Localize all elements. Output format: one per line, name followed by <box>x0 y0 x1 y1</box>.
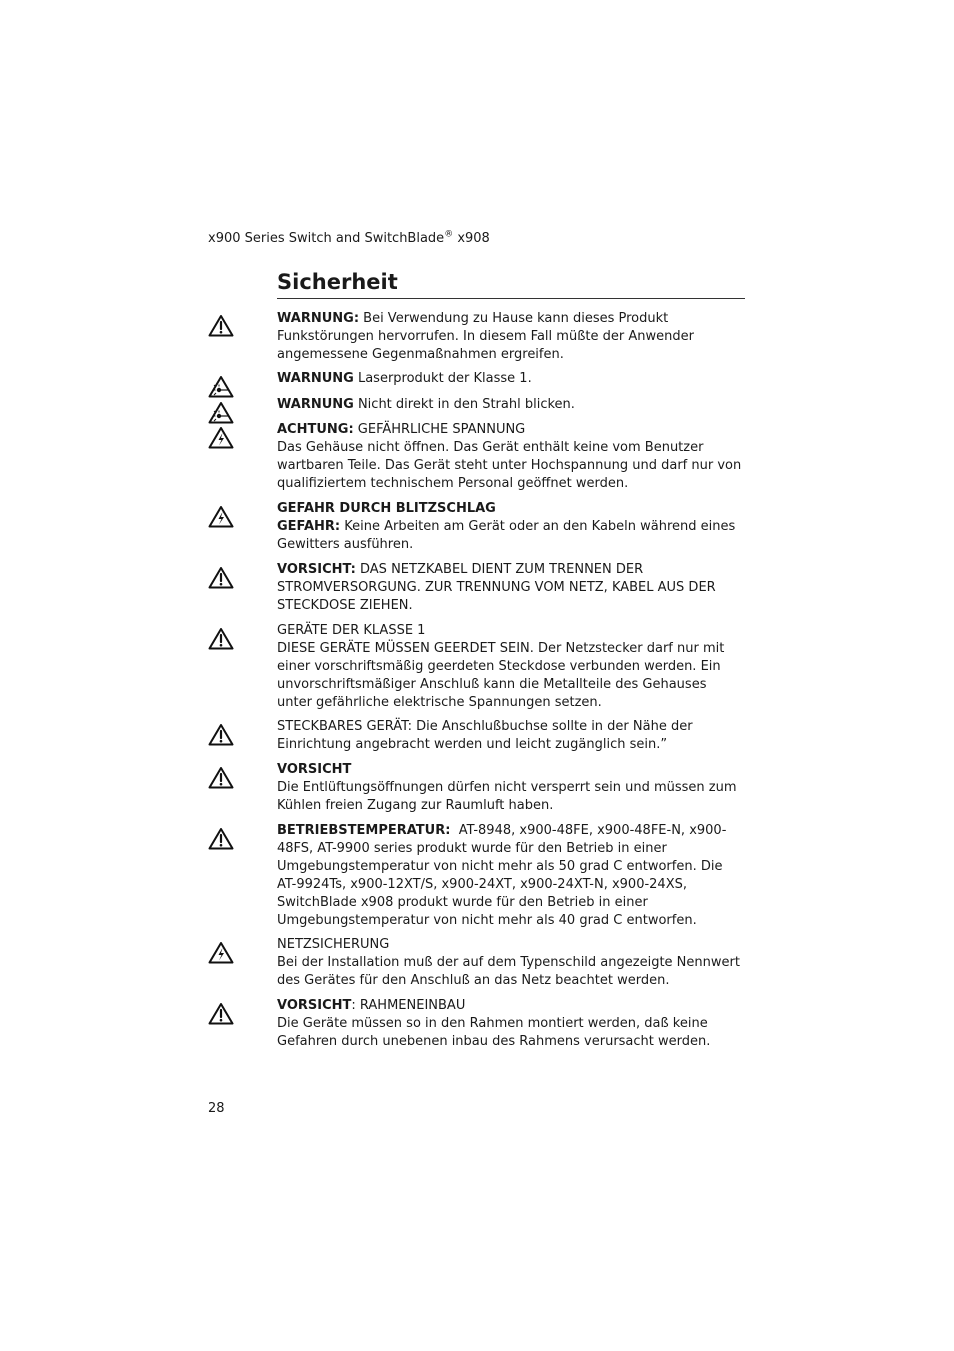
safety-entry-class1-devices: GERÄTE DER KLASSE 1 DIESE GERÄTE MÜSSEN GEERDET SEIN. Der Netzstecker darf nur mit einer vorschriftsmäßig geerdeten Steckdose verbunden werden. Ein unvorschriftsmäßiger Anschluß kann die Metallteile des Gehauses unter gefährliche elektrische Spannungen setzen. <box>277 623 725 710</box>
safety-entry-operating-temperature: BETRIEBSTEMPERATUR: AT-8948, x900-48FE, x900-48FE-N, x900-48FS, AT-9900 series produkt wurde für den Betrieb in einer Umgebungstemperatur von nicht mehr als 50 grad C entworfen. Die AT-9924Ts, x900-12XT/S, x900-24XT, x900-24XT-N, x900-24XS, SwitchBlade x908 produkt wurde für den Betrieb in einer Umgebungstemperatur von nicht mehr als 40 grad C entworfen. <box>277 823 727 928</box>
safety-entry-pluggable-device: STECKBARES GERÄT: Die Anschlußbuchse sollte in der Nähe der Einrichtung angebracht werden und leicht zugänglich sein.” <box>277 719 693 752</box>
electric-hazard-icon <box>208 426 234 449</box>
laser-warning-icon <box>208 401 234 424</box>
laser-warning-icon <box>208 375 234 398</box>
warning-triangle-icon <box>208 566 234 589</box>
safety-entry-dangerous-voltage: ACHTUNG: GEFÄHRLICHE SPANNUNG Das Gehäuse nicht öffnen. Das Gerät enthält keine vom Benutzer wartbaren Teile. Das Gerät steht unter Hochspannung und darf nur von qualifiziertem technischem Personal geöffnet werden. <box>277 422 742 491</box>
warning-triangle-icon <box>208 827 234 850</box>
safety-entry-rack-mounting: VORSICHT: RAHMENEINBAU Die Geräte müssen so in den Rahmen montiert werden, daß keine Gefahren durch unebenen inbau des Rahmens verursacht werden. <box>277 998 711 1049</box>
safety-entry-laser-class: WARNUNG Laserprodukt der Klasse 1. <box>277 371 532 386</box>
safety-entry-lightning: GEFAHR DURCH BLITZSCHLAG GEFAHR: Keine Arbeiten am Gerät oder an den Kabeln während eines Gewitters ausführen. <box>277 501 736 552</box>
warning-triangle-icon <box>208 314 234 337</box>
safety-entry-power-cord: VORSICHT: DAS NETZKABEL DIENT ZUM TRENNEN DER STROMVERSORGUNG. ZUR TRENNUNG VOM NETZ, KABEL AUS DER STECKDOSE ZIEHEN. <box>277 562 716 613</box>
warning-triangle-icon <box>208 766 234 789</box>
safety-entry-mains-fuse: NETZSICHERUNG Bei der Installation muß der auf dem Typenschild angezeigte Nennwert des Gerätes für den Anschluß an das Netz beachtet werden. <box>277 937 740 988</box>
safety-entry-laser-beam: WARNUNG Nicht direkt in den Strahl blicken. <box>277 397 575 412</box>
running-header: x900 Series Switch and SwitchBlade® x908 <box>208 229 490 246</box>
warning-triangle-icon <box>208 1002 234 1025</box>
page-title: Sicherheit <box>277 270 745 299</box>
warning-triangle-icon <box>208 627 234 650</box>
page-number: 28 <box>208 1101 225 1116</box>
safety-entry-radio-interference: WARNUNG: Bei Verwendung zu Hause kann dieses Produkt Funkstörungen hervorrufen. In diesem Fall müßte der Anwender angemessene Gegenmaßnahmen ergreifen. <box>277 311 694 362</box>
electric-hazard-icon <box>208 505 234 528</box>
electric-hazard-icon <box>208 941 234 964</box>
safety-entry-ventilation: VORSICHT Die Entlüftungsöffnungen dürfen nicht versperrt sein und müssen zum Kühlen freien Zugang zur Raumluft haben. <box>277 762 737 813</box>
warning-triangle-icon <box>208 723 234 746</box>
